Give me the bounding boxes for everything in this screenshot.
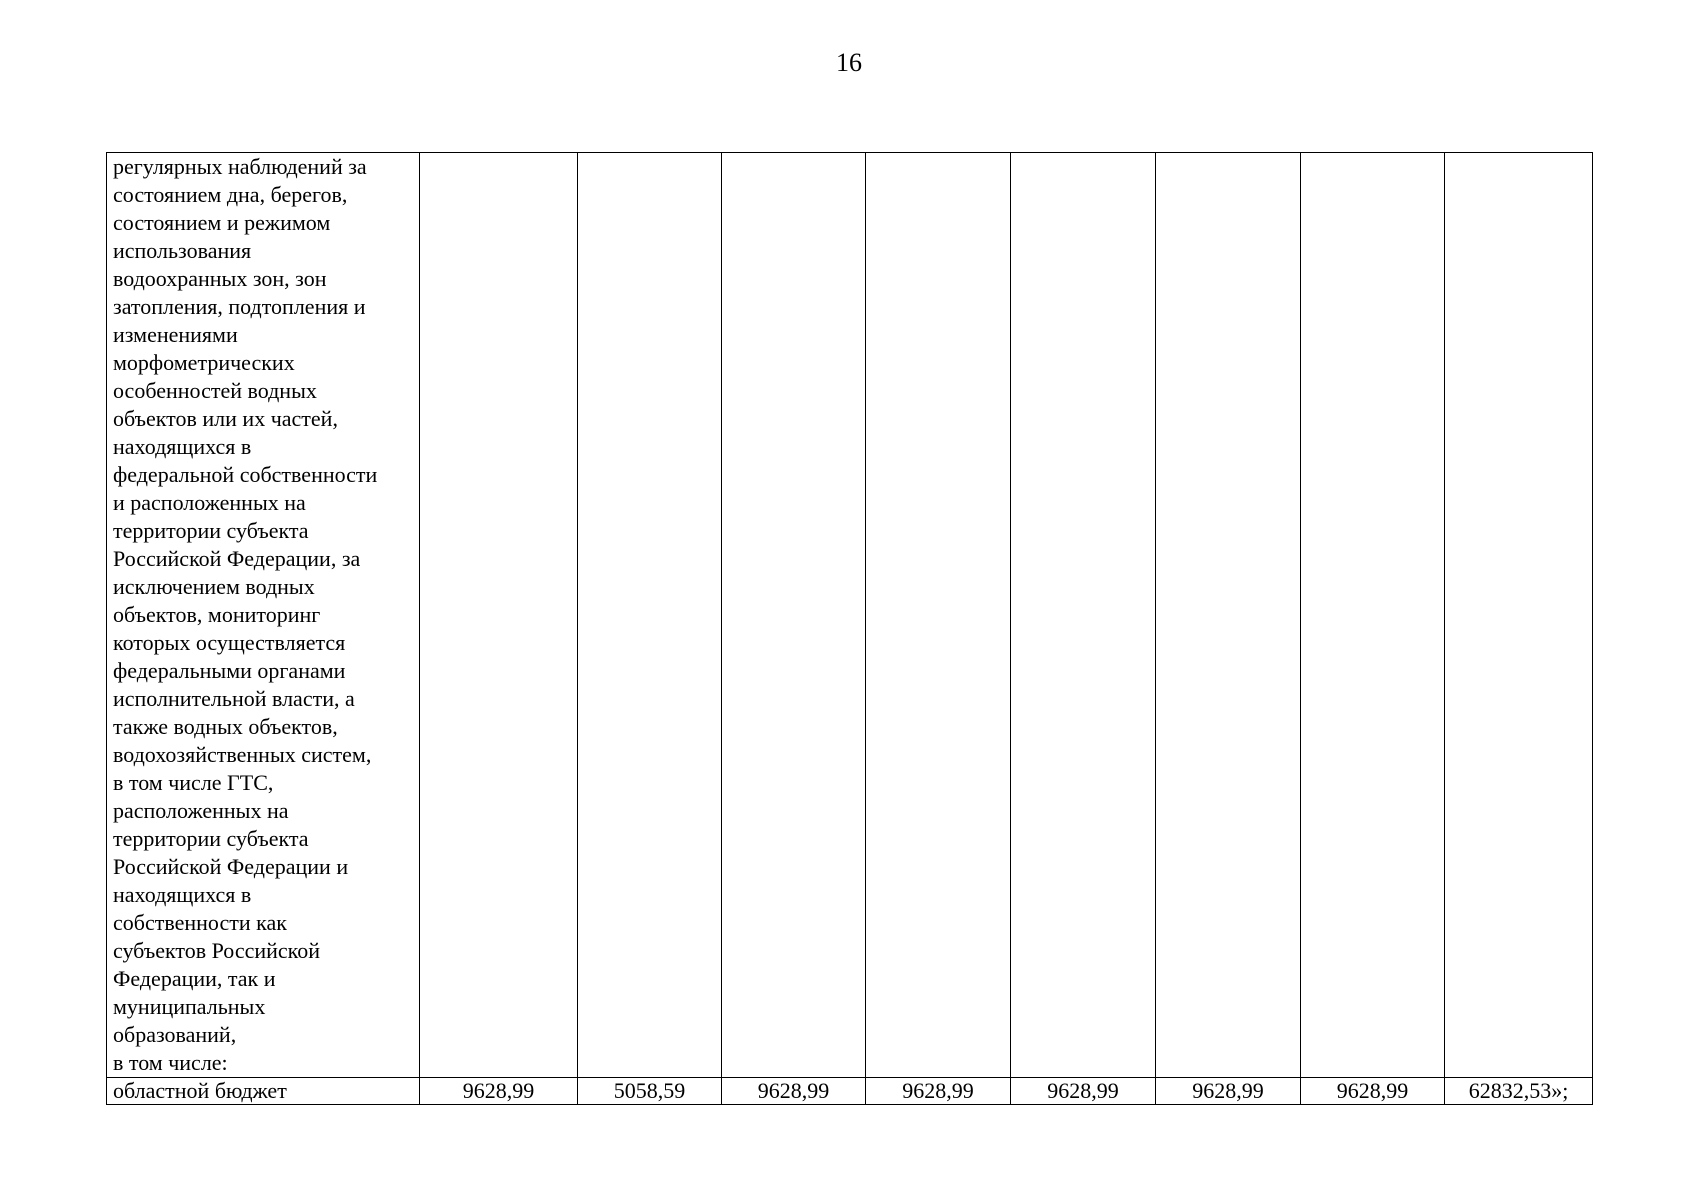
budget-value-cell: 9628,99 (420, 1078, 578, 1105)
description-line: изменениями (113, 322, 238, 347)
budget-value-cell: 9628,99 (1301, 1078, 1445, 1105)
budget-value-cell: 9628,99 (1011, 1078, 1156, 1105)
description-line: Федерации, так и (113, 966, 276, 991)
budget-value-cell: 9628,99 (866, 1078, 1011, 1105)
empty-cell (578, 153, 722, 1078)
description-line: регулярных наблюдений за (113, 154, 367, 179)
description-line: в том числе: (113, 1050, 228, 1075)
description-line: которых осуществляется (113, 630, 346, 655)
description-line: водохозяйственных систем, (113, 742, 372, 767)
description-line: объектов или их частей, (113, 406, 338, 431)
empty-cell (1011, 153, 1156, 1078)
description-line: особенностей водных (113, 378, 317, 403)
description-row (107, 153, 1593, 1078)
description-line: использования (113, 238, 252, 263)
description-line: находящихся в (113, 434, 252, 459)
description-cell (107, 153, 420, 1078)
empty-cell (420, 153, 578, 1078)
description-line: федеральной собственности (113, 462, 378, 487)
description-line: объектов, мониторинг (113, 602, 321, 627)
budget-value-cell: 9628,99 (722, 1078, 866, 1105)
empty-cell (1445, 153, 1593, 1078)
description-line: субъектов Российской (113, 938, 321, 963)
description-line: муниципальных (113, 994, 266, 1019)
budget-row (107, 1078, 1593, 1105)
description-line: в том числе ГТС, (113, 770, 274, 795)
description-line: морфометрических (113, 350, 295, 375)
empty-cell (1156, 153, 1301, 1078)
description-line: состоянием и режимом (113, 210, 331, 235)
page-number: 16 (836, 48, 862, 77)
description-line: образований, (113, 1022, 237, 1047)
description-line: водоохранных зон, зон (113, 266, 327, 291)
description-line: также водных объектов, (113, 714, 338, 739)
description-line: расположенных на (113, 798, 289, 823)
empty-cell (1301, 153, 1445, 1078)
description-line: и расположенных на (113, 490, 306, 515)
budget-table (106, 152, 1593, 1105)
description-line: Российской Федерации и (113, 854, 349, 879)
description-line: затопления, подтопления и (113, 294, 366, 319)
description-line: Российской Федерации, за (113, 546, 361, 571)
budget-value-cell: 9628,99 (1156, 1078, 1301, 1105)
description-line: состоянием дна, берегов, (113, 182, 348, 207)
empty-cell (722, 153, 866, 1078)
description-line: собственности как (113, 910, 287, 935)
description-line: территории субъекта (113, 826, 309, 851)
description-line: федеральными органами (113, 658, 346, 683)
budget-value-cell: 5058,59 (578, 1078, 722, 1105)
description-line: исполнительной власти, а (113, 686, 355, 711)
budget-label-cell: областной бюджет (107, 1078, 420, 1105)
description-line: находящихся в (113, 882, 252, 907)
description-line: исключением водных (113, 574, 315, 599)
empty-cell (866, 153, 1011, 1078)
budget-total-cell: 62832,53»; (1445, 1078, 1593, 1105)
description-line: территории субъекта (113, 518, 309, 543)
